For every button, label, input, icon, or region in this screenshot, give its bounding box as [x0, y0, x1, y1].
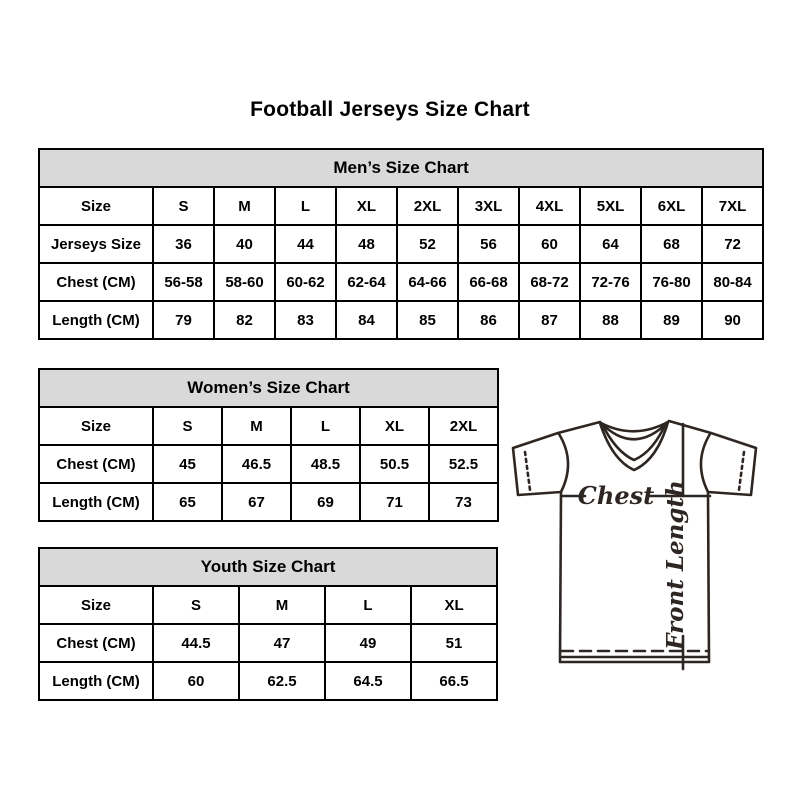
cell: 40 [214, 225, 275, 263]
cell: 49 [325, 624, 411, 662]
cell: 85 [397, 301, 458, 339]
cell: 7XL [702, 187, 763, 225]
page-title: Football Jerseys Size Chart [250, 98, 530, 121]
cell: 44.5 [153, 624, 239, 662]
cell: 48.5 [291, 445, 360, 483]
cell: 79 [153, 301, 214, 339]
cell: 5XL [580, 187, 641, 225]
cell: 84 [336, 301, 397, 339]
table-row [39, 662, 497, 700]
cell: 65 [153, 483, 222, 521]
cell: 60 [519, 225, 580, 263]
cell: 45 [153, 445, 222, 483]
jersey-outline [513, 421, 756, 662]
womens-table-title: Women’s Size Chart [39, 369, 498, 407]
table-row [39, 187, 763, 225]
table-header-row [39, 548, 497, 586]
cell: 60-62 [275, 263, 336, 301]
row-label: Chest (CM) [39, 624, 153, 662]
cell: 90 [702, 301, 763, 339]
cell: 69 [291, 483, 360, 521]
cell: XL [336, 187, 397, 225]
cell: M [239, 586, 325, 624]
cell: 62-64 [336, 263, 397, 301]
front-length-label: Front Length [662, 480, 689, 650]
cell: 72 [702, 225, 763, 263]
cell: M [214, 187, 275, 225]
cell: M [222, 407, 291, 445]
youth-table-title: Youth Size Chart [39, 548, 497, 586]
cell: 66.5 [411, 662, 497, 700]
cell: 68-72 [519, 263, 580, 301]
cell: 64 [580, 225, 641, 263]
row-label: Chest (CM) [39, 263, 153, 301]
cell: S [153, 187, 214, 225]
cell: L [291, 407, 360, 445]
cell: 52.5 [429, 445, 498, 483]
chest-label: Chest [577, 481, 655, 510]
cell: 62.5 [239, 662, 325, 700]
mens-size-table [38, 148, 764, 340]
cell: 47 [239, 624, 325, 662]
table-header-row [39, 369, 498, 407]
cell: 50.5 [360, 445, 429, 483]
cell: 88 [580, 301, 641, 339]
cell: 51 [411, 624, 497, 662]
cell: S [153, 407, 222, 445]
cell: 68 [641, 225, 702, 263]
table-header-row [39, 149, 763, 187]
cell: S [153, 586, 239, 624]
row-label: Length (CM) [39, 301, 153, 339]
right-sleeve-seam [701, 434, 710, 492]
row-label: Length (CM) [39, 483, 153, 521]
mens-table-title: Men’s Size Chart [39, 149, 763, 187]
cell: 46.5 [222, 445, 291, 483]
cell: 56-58 [153, 263, 214, 301]
cell: 64-66 [397, 263, 458, 301]
cell: 56 [458, 225, 519, 263]
cell: L [275, 187, 336, 225]
left-sleeve-seam [559, 434, 568, 492]
cell: 3XL [458, 187, 519, 225]
right-cuff-stitch [739, 452, 744, 490]
cell: 86 [458, 301, 519, 339]
cell: 87 [519, 301, 580, 339]
row-label: Size [39, 586, 153, 624]
cell: 58-60 [214, 263, 275, 301]
table-row [39, 586, 497, 624]
row-label: Size [39, 187, 153, 225]
cell: 44 [275, 225, 336, 263]
cell: 82 [214, 301, 275, 339]
row-label: Size [39, 407, 153, 445]
youth-size-table [38, 547, 498, 701]
row-label: Chest (CM) [39, 445, 153, 483]
table-row [39, 445, 498, 483]
cell: 36 [153, 225, 214, 263]
row-label: Length (CM) [39, 662, 153, 700]
cell: L [325, 586, 411, 624]
cell: 89 [641, 301, 702, 339]
cell: 67 [222, 483, 291, 521]
cell: 6XL [641, 187, 702, 225]
cell: 72-76 [580, 263, 641, 301]
cell: 48 [336, 225, 397, 263]
cell: 64.5 [325, 662, 411, 700]
cell: 83 [275, 301, 336, 339]
cell: 52 [397, 225, 458, 263]
cell: 60 [153, 662, 239, 700]
cell: 73 [429, 483, 498, 521]
table-row [39, 483, 498, 521]
cell: 2XL [429, 407, 498, 445]
cell: 66-68 [458, 263, 519, 301]
cell: 4XL [519, 187, 580, 225]
table-row [39, 301, 763, 339]
cell: 80-84 [702, 263, 763, 301]
table-row [39, 407, 498, 445]
table-row [39, 263, 763, 301]
table-row [39, 225, 763, 263]
cell: 71 [360, 483, 429, 521]
cell: 2XL [397, 187, 458, 225]
row-label: Jerseys Size [39, 225, 153, 263]
cell: XL [411, 586, 497, 624]
cell: 76-80 [641, 263, 702, 301]
cell: XL [360, 407, 429, 445]
womens-size-table [38, 368, 499, 522]
left-cuff-stitch [525, 452, 530, 490]
jersey-measurement-diagram [503, 402, 780, 684]
table-row [39, 624, 497, 662]
